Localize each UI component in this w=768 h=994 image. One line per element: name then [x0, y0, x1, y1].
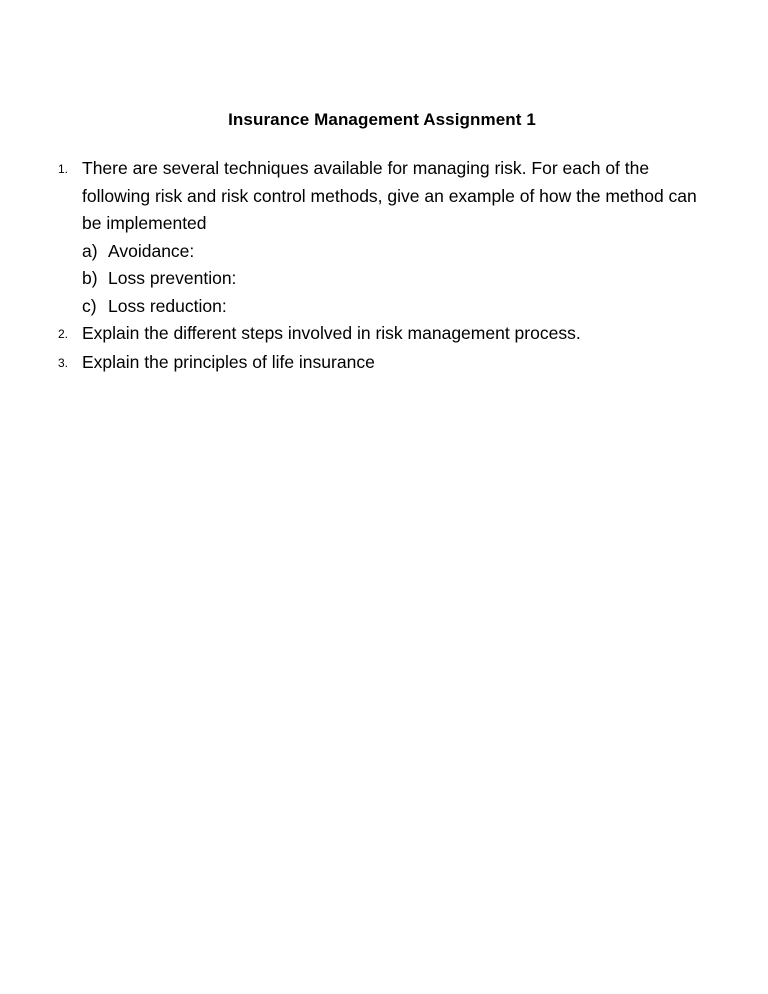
sub-list-item — [82, 238, 706, 266]
question-number: 2. — [58, 327, 69, 341]
document-title: Insurance Management Assignment 1 — [228, 110, 536, 129]
question-text: Explain the principles of life insurance — [82, 351, 375, 372]
question-body — [82, 349, 706, 377]
subitem-marker: a) — [82, 240, 98, 261]
subitem-text: Loss prevention: — [108, 268, 237, 288]
subitem-text: Loss reduction: — [108, 295, 227, 316]
question-body — [82, 320, 706, 348]
subitem-marker: b) — [82, 268, 98, 288]
list-item — [58, 349, 706, 378]
question-text: Explain the different steps involved in risk management process. — [82, 323, 581, 343]
list-item — [58, 320, 706, 349]
list-item — [58, 155, 706, 320]
subitem-text: Avoidance: — [108, 240, 195, 261]
question-text: There are several techniques available for managing risk. For each of the following risk and risk control methods, give an example of how the method can be implemented — [82, 158, 697, 233]
subitem-marker: c) — [82, 295, 97, 316]
sub-list-item — [82, 293, 706, 321]
question-number: 3. — [58, 355, 69, 370]
question-body — [82, 155, 706, 320]
sub-list-item — [82, 265, 706, 293]
question-number: 1. — [58, 162, 69, 176]
question-list — [58, 155, 706, 377]
document-content — [0, 0, 768, 377]
